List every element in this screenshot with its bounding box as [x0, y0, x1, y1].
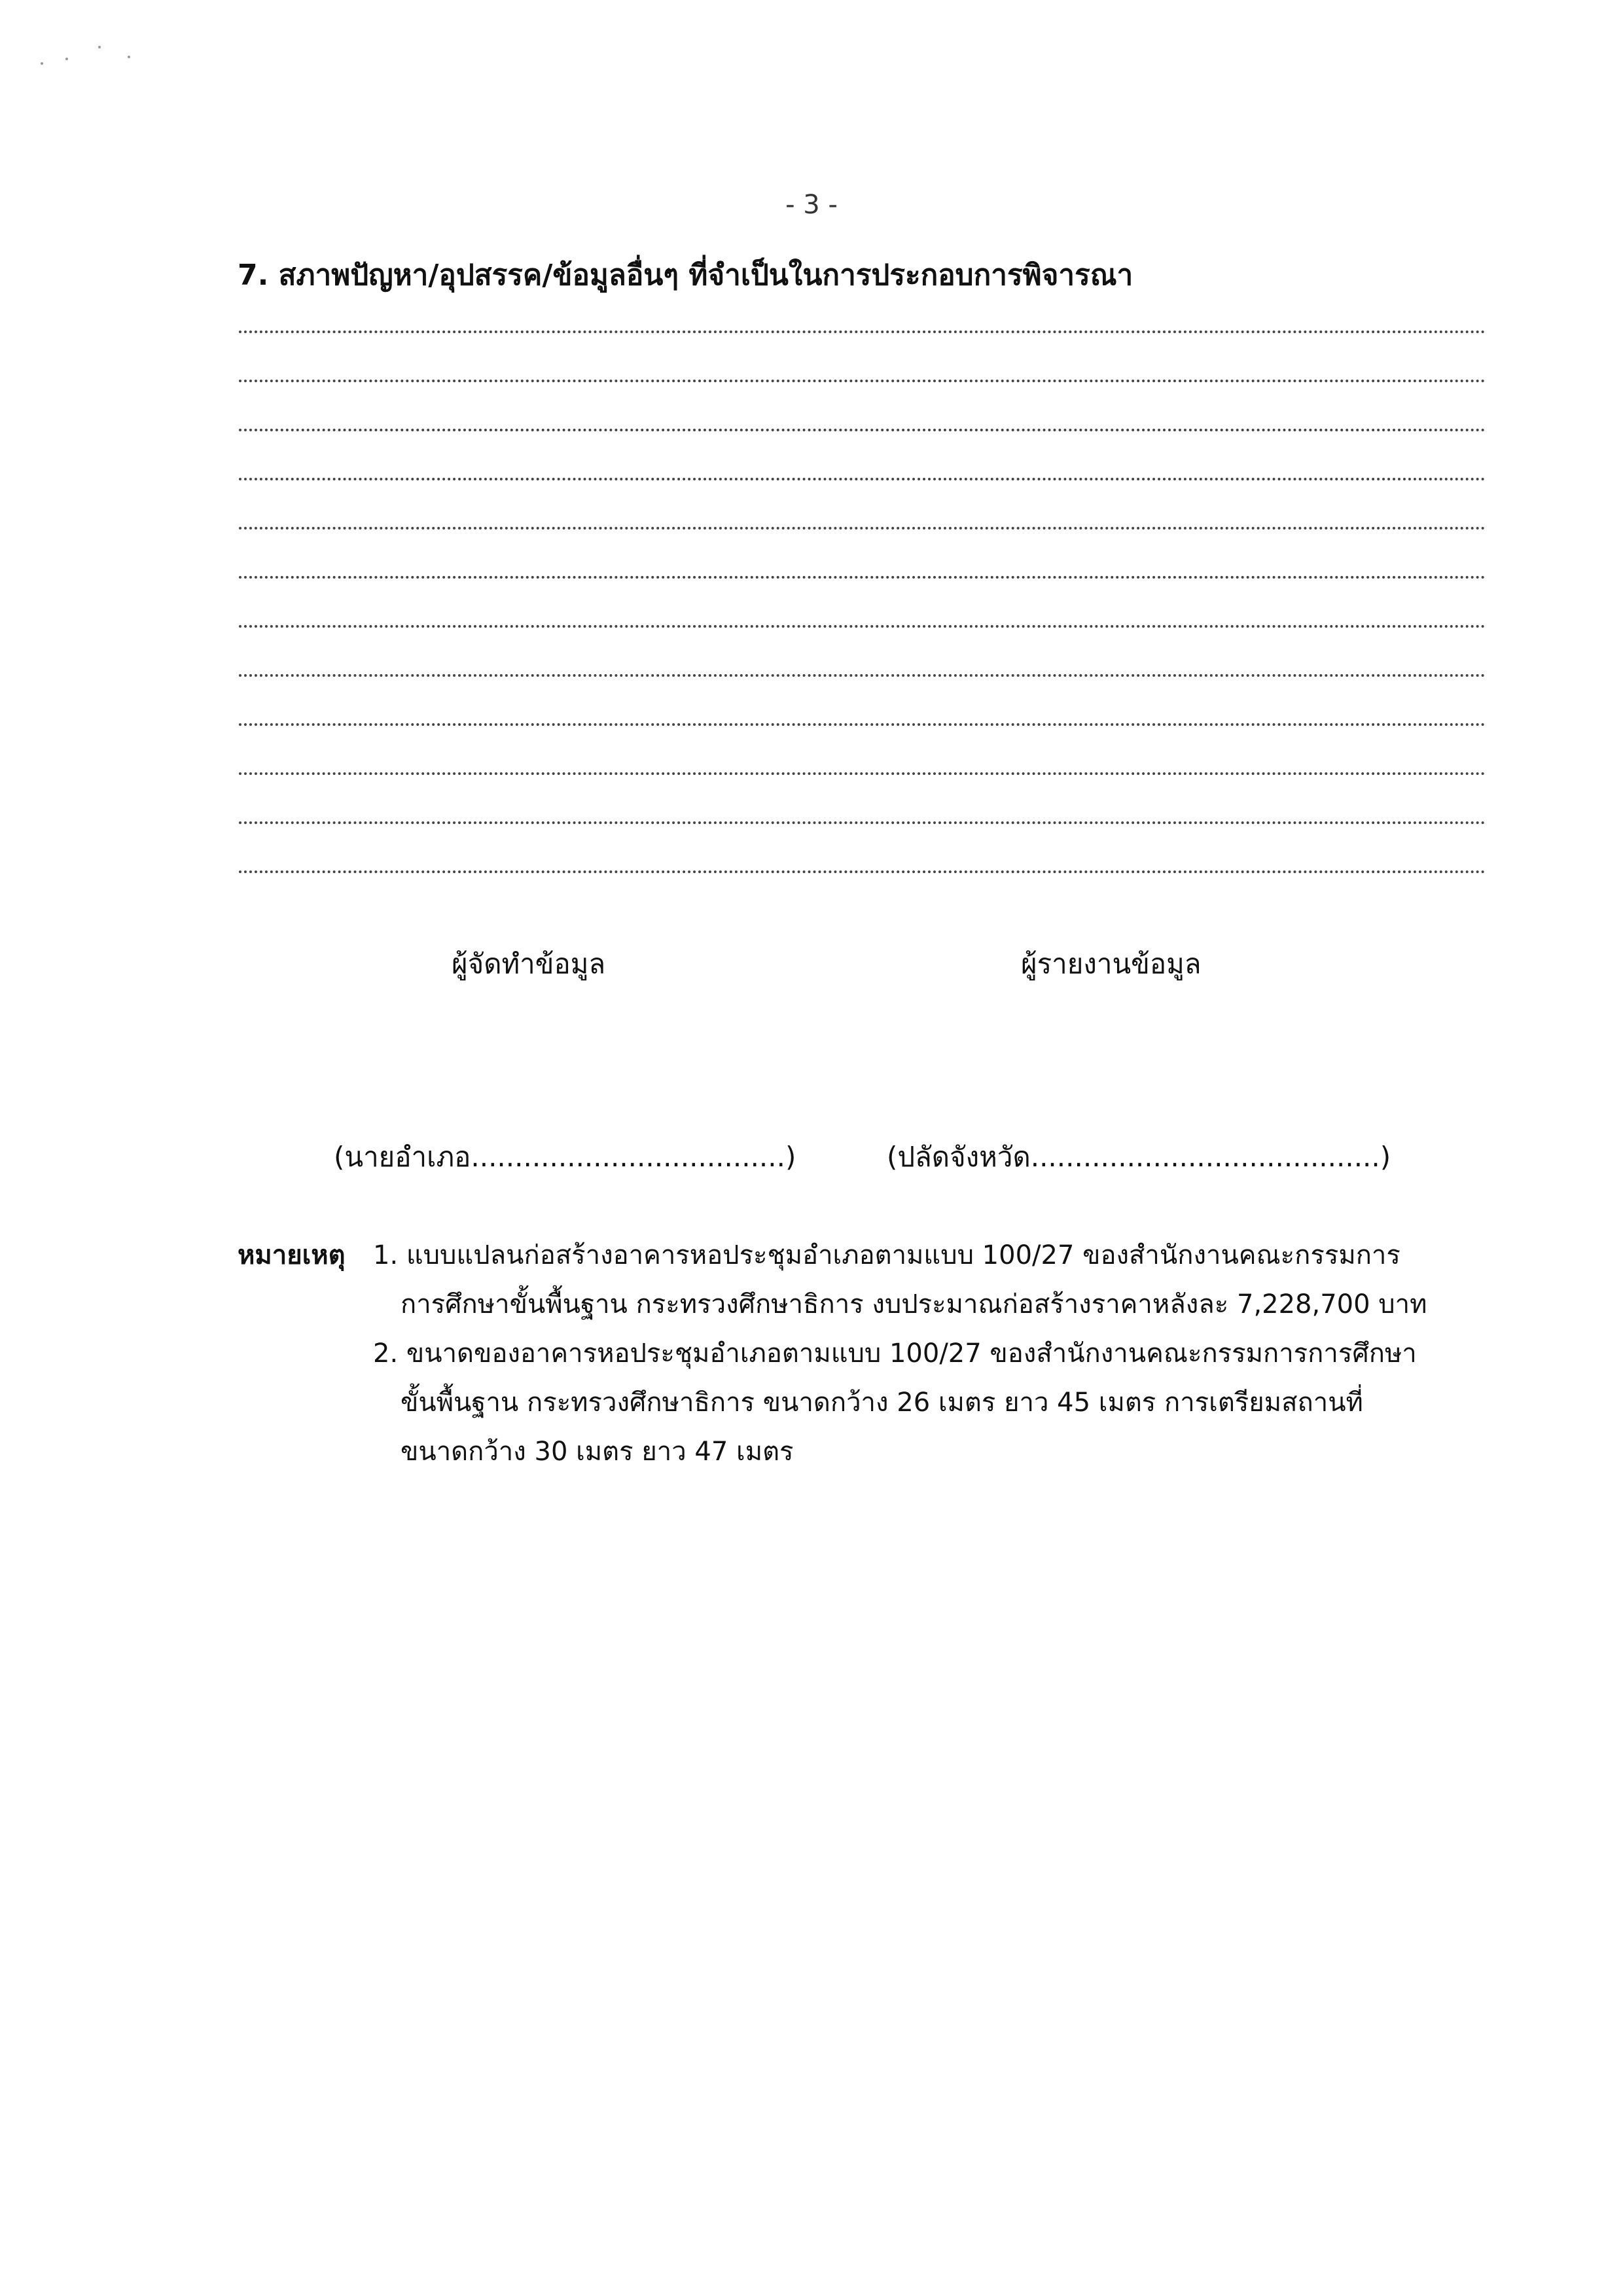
blank-line: [239, 527, 1486, 529]
blank-line: [239, 576, 1486, 579]
reporter-name: (ปลัดจังหวัด........................................): [887, 1141, 1391, 1173]
note-line: ขั้นพื้นฐาน กระทรวงศึกษาธิการ ขนาดกว้าง 26 เมตร ยาว 45 เมตร การเตรียมสถานที่: [401, 1388, 1363, 1418]
preparer-role: ผู้จัดทำข้อมูล: [452, 948, 606, 980]
blank-line: [239, 429, 1486, 431]
preparer-name: (นายอำเภอ....................................): [334, 1141, 796, 1173]
blank-line: [239, 478, 1486, 480]
note-line: การศึกษาขั้นพื้นฐาน กระทรวงศึกษาธิการ งบประมาณก่อสร้างราคาหลังละ 7,228,700 บาท: [401, 1289, 1427, 1319]
notes-label: หมายเหตุ: [238, 1240, 346, 1270]
blank-line: [239, 772, 1486, 775]
reporter-role: ผู้รายงานข้อมูล: [1021, 948, 1202, 980]
scan-speck: [41, 62, 43, 65]
note-line: 2. ขนาดของอาคารหอประชุมอำเภอตามแบบ 100/27 ของสำนักงานคณะกรรมการการศึกษา: [373, 1338, 1417, 1369]
blank-line: [239, 625, 1486, 628]
blank-line: [239, 380, 1486, 382]
blank-line: [239, 870, 1486, 873]
scan-speck: [65, 58, 68, 60]
scan-speck: [98, 46, 101, 48]
blank-line: [239, 331, 1486, 333]
note-line: ขนาดกว้าง 30 เมตร ยาว 47 เมตร: [401, 1437, 794, 1467]
note-line: 1. แบบแปลนก่อสร้างอาคารหอประชุมอำเภอตามแบบ 100/27 ของสำนักงานคณะกรรมการ: [373, 1240, 1400, 1270]
page-number: - 3 -: [785, 190, 838, 220]
scan-speck: [128, 56, 130, 58]
blank-line: [239, 821, 1486, 824]
blank-line: [239, 674, 1486, 677]
blank-line: [239, 723, 1486, 726]
section-heading: 7. สภาพปัญหา/อุปสรรค/ข้อมูลอื่นๆ ที่จำเป็นในการประกอบการพิจารณา: [238, 259, 1133, 292]
